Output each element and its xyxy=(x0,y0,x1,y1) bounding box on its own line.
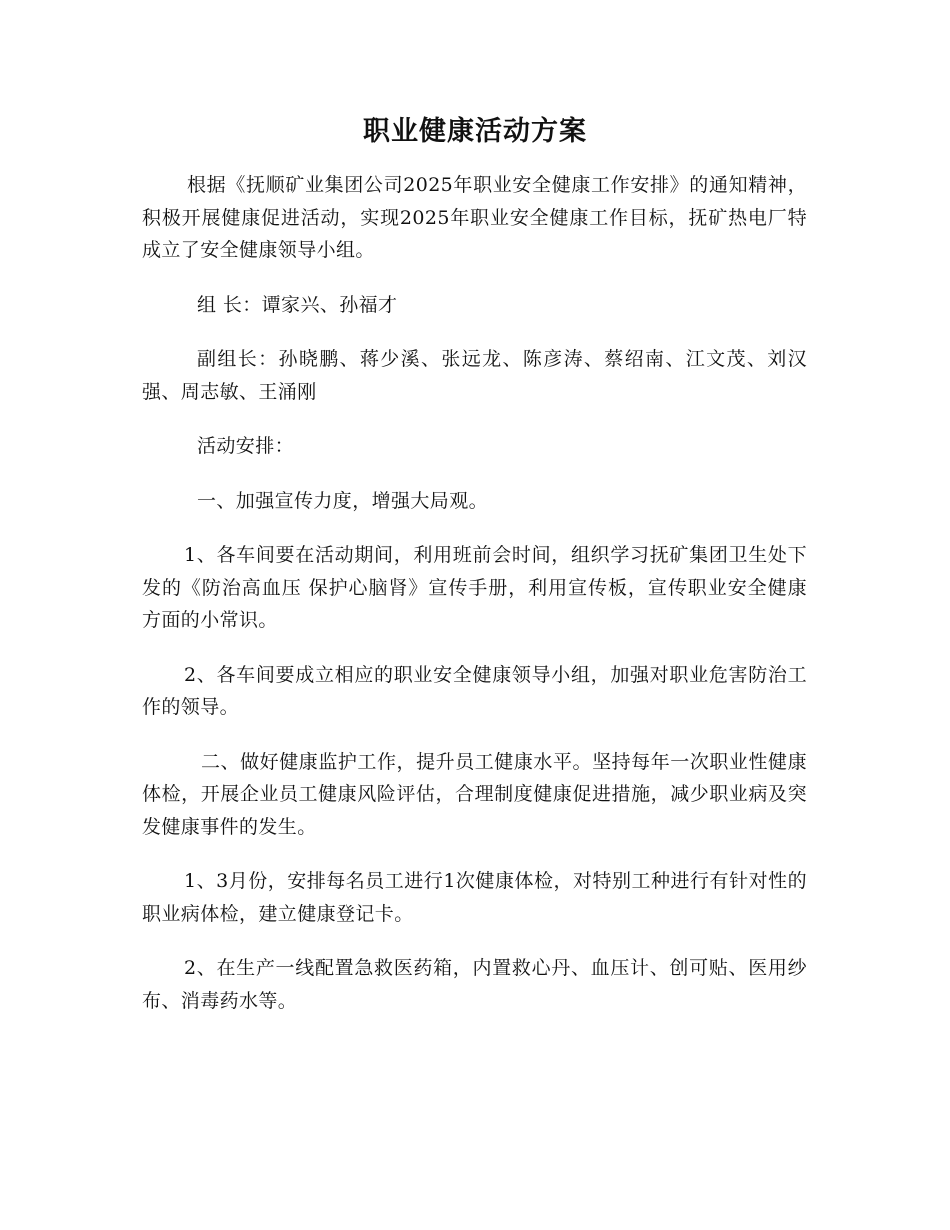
paragraph-item-2-1: 1、3月份，安排每名员工进行1次健康体检，对特别工种进行有针对性的职业病体检，建立健康登记卡。 xyxy=(142,870,807,925)
document-title: 职业健康活动方案 xyxy=(363,116,587,147)
paragraph-deputy-leaders: 副组长：孙晓鹏、蒋少溪、张远龙、陈彦涛、蔡绍南、江文茂、刘汉强、周志敏、王涌刚 xyxy=(142,348,807,403)
paragraph-section-one: 一、加强宣传力度，增强大局观。 xyxy=(197,489,489,512)
paragraph-intro: 根据《抚顺矿业集团公司2025年职业安全健康工作安排》的通知精神，积极开展健康促进活动，实现2025年职业安全健康工作目标，抚矿热电厂特成立了安全健康领导小组。 xyxy=(142,174,807,261)
paragraph-activity-heading: 活动安排： xyxy=(197,435,295,457)
document-body xyxy=(142,169,807,1039)
paragraph-section-two: 二、做好健康监护工作，提升员工健康水平。坚持每年一次职业性健康体检，开展企业员工健康风险评估，合理制度健康促进措施，减少职业病及突发健康事件的发生。 xyxy=(142,750,807,838)
paragraph-item-1-2: 2、各车间要成立相应的职业安全健康领导小组，加强对职业危害防治工作的领导。 xyxy=(142,663,807,718)
paragraph-item-1-1: 1、各车间要在活动期间，利用班前会时间，组织学习抚矿集团卫生处下发的《防治高血压 保护心脑肾》宣传手册，利用宣传板，宣传职业安全健康方面的小常识。 xyxy=(142,544,807,631)
paragraph-item-2-2: 2、在生产一线配置急救医药箱，内置救心丹、血压计、创可贴、医用纱布、消毒药水等。 xyxy=(142,957,807,1012)
paragraph-group-leader: 组 长：谭家兴、孙福才 xyxy=(197,293,398,316)
